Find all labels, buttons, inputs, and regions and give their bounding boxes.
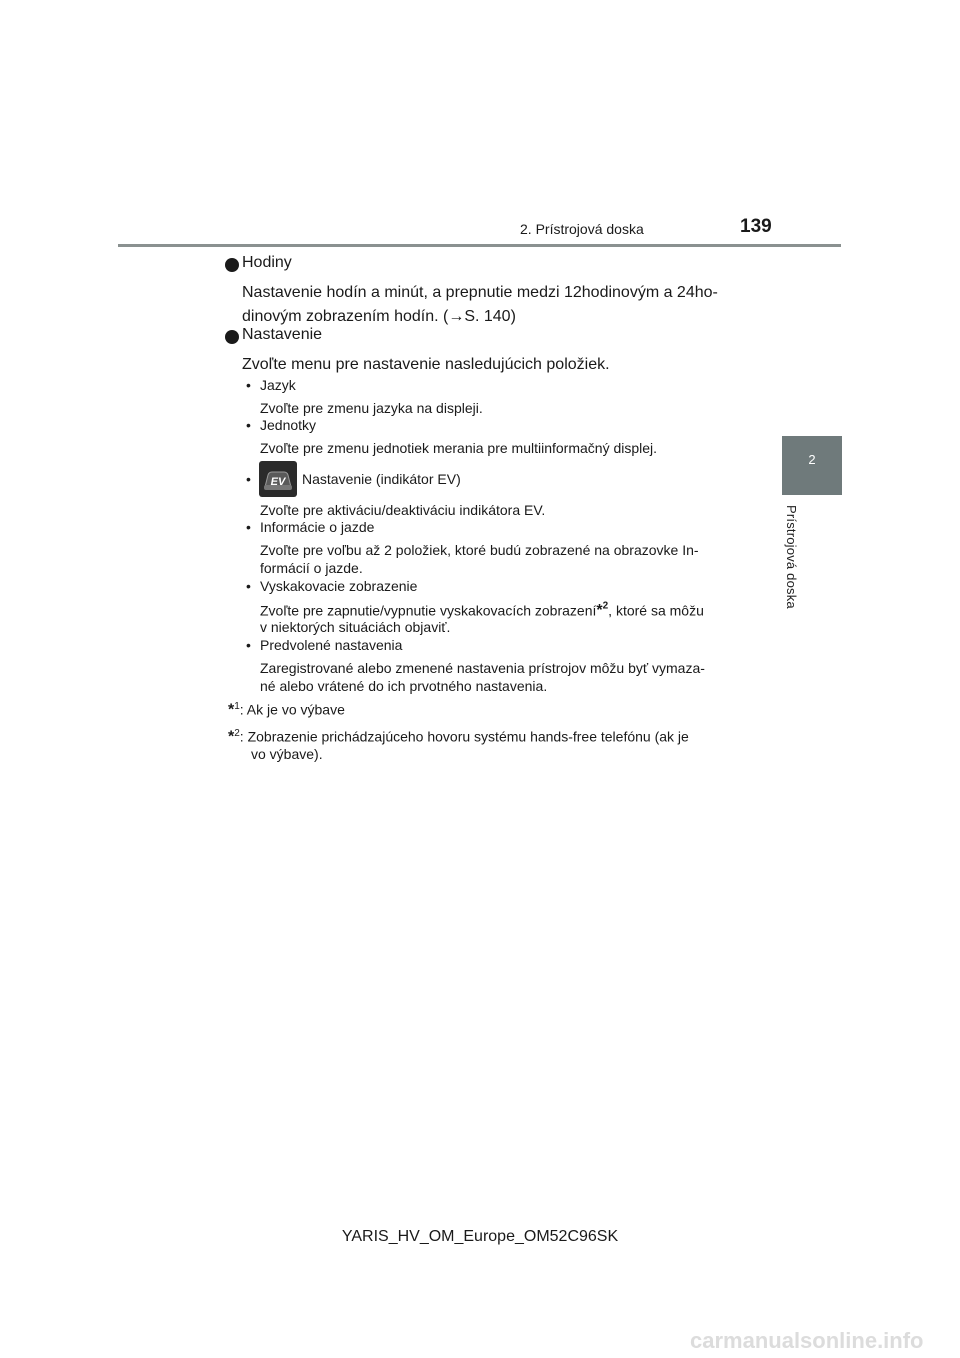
section-title-nastavenie: Nastavenie xyxy=(242,326,323,343)
watermark: carmanualsonline.info xyxy=(690,1328,924,1353)
item-desc-informacie-2: formácií o jazde. xyxy=(260,560,363,576)
section-text-hodiny-1: Nastavenie hodín a minút, a prepnutie medzi 12hodinovým a 24ho- xyxy=(242,284,718,301)
section-bullet-icon xyxy=(225,330,239,344)
ev-indicator-icon xyxy=(259,461,297,497)
item-desc-predvolene-2: né alebo vrátené do ich prvotného nastavenia. xyxy=(260,678,548,694)
item-desc-vyskakovacie-1b: , ktoré sa môžu xyxy=(608,602,704,619)
item-bullet: • xyxy=(246,519,251,535)
item-desc-jazyk: Zvoľte pre zmenu jazyka na displeji. xyxy=(260,400,483,416)
item-bullet: • xyxy=(246,471,251,487)
item-title-vyskakovacie: Vyskakovacie zobrazenie xyxy=(260,578,418,594)
item-title-informacie: Informácie o jazde xyxy=(260,519,375,535)
item-desc-ev: Zvoľte pre aktiváciu/deaktiváciu indikátora EV. xyxy=(260,502,546,518)
ev-icon-label: EV xyxy=(270,476,286,488)
item-title-jednotky: Jednotky xyxy=(260,417,317,433)
item-desc-vyskakovacie-1a: Zvoľte pre zapnutie/vypnutie vyskakovacích zobrazení xyxy=(260,602,597,619)
item-desc-jednotky: Zvoľte pre zmenu jednotiek merania pre multiinformačný displej. xyxy=(260,440,658,456)
item-desc-informacie-1: Zvoľte pre voľbu až 2 položiek, ktoré budú zobrazené na obrazovke In- xyxy=(260,542,699,558)
footnote-2-line1: *$^2$: Zobrazenie prichádzajúceho hovoru systému hands-free telefónu (ak je xyxy=(228,728,689,746)
header-rule xyxy=(118,244,841,247)
running-header: 2. Prístrojová doska xyxy=(520,221,644,237)
item-bullet: • xyxy=(246,377,251,393)
footnote-1: *$^1$: Ak je vo výbave xyxy=(228,701,345,719)
section-text-nastavenie: Zvoľte menu pre nastavenie nasledujúcich položiek. xyxy=(242,356,610,373)
footnote-mark: *$^2$ xyxy=(596,601,609,620)
page-number: 139 xyxy=(740,216,772,237)
item-desc-predvolene-1: Zaregistrované alebo zmenené nastavenia prístrojov môžu byť vymaza- xyxy=(260,660,705,676)
item-bullet: • xyxy=(246,637,251,653)
item-desc-vyskakovacie-1 xyxy=(260,598,744,620)
item-title-jazyk: Jazyk xyxy=(260,377,296,393)
section-title-hodiny: Hodiny xyxy=(242,254,292,271)
item-bullet: • xyxy=(246,417,251,433)
item-desc-vyskakovacie-2: v niektorých situáciách objaviť. xyxy=(260,619,451,635)
item-bullet: • xyxy=(246,578,251,594)
section-bullet-icon xyxy=(225,258,239,272)
section-text-hodiny-2: dinovým zobrazením hodín. (→S. 140) xyxy=(242,308,516,325)
chapter-tab-label: Prístrojová doska xyxy=(784,505,799,609)
item-title-ev: Nastavenie (indikátor EV) xyxy=(302,471,461,487)
footnote-2-line2: vo výbave). xyxy=(251,746,323,762)
item-title-predvolene: Predvolené nastavenia xyxy=(260,637,403,653)
document-code: YARIS_HV_OM_Europe_OM52C96SK xyxy=(341,1228,619,1245)
chapter-tab-number: 2 xyxy=(808,452,816,467)
